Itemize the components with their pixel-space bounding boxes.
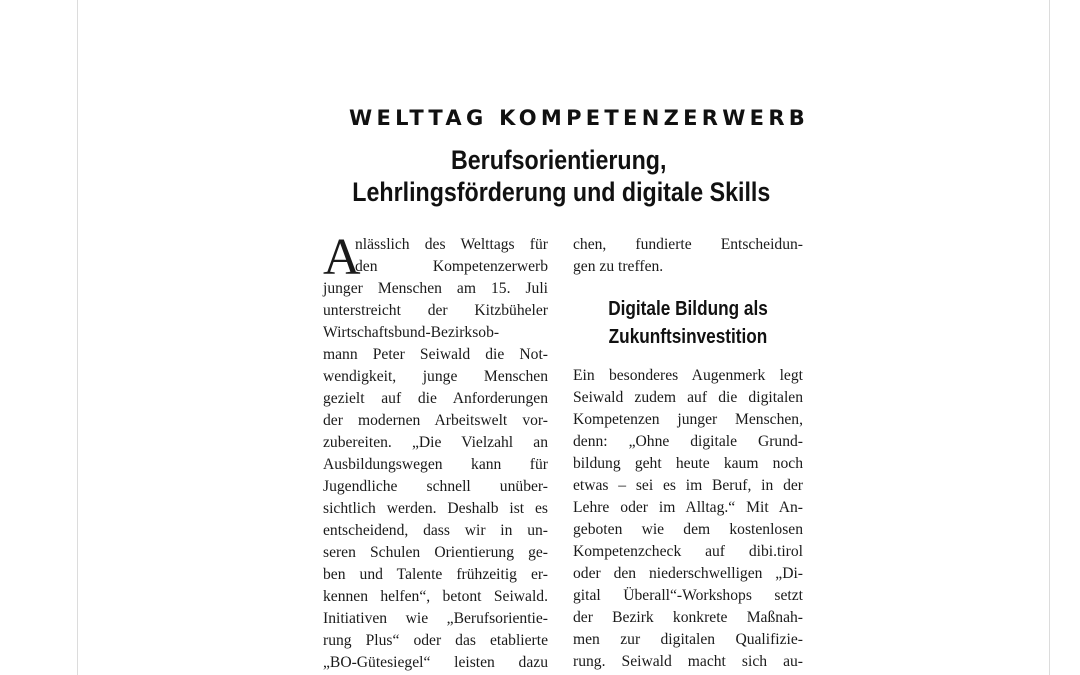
body-line: „BO-Gütesiegel“ leisten dazu [323,654,548,671]
body-line: mann Peter Seiwald die Not- [323,346,548,363]
body-line: Seiwald zudem auf die digitalen [573,389,803,406]
body-line: Wirtschaftsbund-Bezirksob- [323,324,500,341]
body-line: chen, fundierte Entscheidun- [573,236,803,253]
body-line: seren Schulen Orientierung ge- [323,544,548,561]
body-line: den Kompetenzerwerb [355,258,548,275]
body-line: bildung geht heute kaum noch [573,455,803,472]
subheading-line-1: Digitale Bildung als [608,298,768,320]
article-headline [352,144,771,208]
body-line: ben und Talente frühzeitig er- [323,566,548,583]
body-line: Jugendliche schnell unüber- [323,478,548,495]
body-line: denn: „Ohne digitale Grund- [573,433,803,450]
body-line: der Bezirk konkrete Maßnah- [573,609,803,626]
body-line: gezielt auf die Anforderungen [323,390,548,407]
article-column-1 [323,229,548,674]
body-line: oder den niederschwelligen „Di- [573,565,803,582]
body-line: rung. Seiwald macht sich au- [573,653,803,670]
section-subheading [573,295,803,351]
body-line: Ein besonderes Augenmerk legt [573,367,803,384]
body-line: nlässlich des Welttags für [355,236,548,253]
headline-line-1: Berufsorientierung, [450,145,667,175]
body-line: Kompetenzen junger Menschen, [573,411,803,428]
article-column-2 [573,234,803,673]
body-line: wendigkeit, junge Menschen [323,368,548,385]
headline-line-2: Lehrlingsförderung und digitale Skills [352,177,771,207]
body-line: etwas – sei es im Beruf, in der [573,477,803,494]
body-line: Ausbildungswegen kann für [323,456,548,473]
body-line: der modernen Arbeitswelt vor- [323,412,548,429]
body-line: Kompetenzcheck auf dibi.tirol [573,543,803,560]
section-kicker: WELTTAG KOMPETENZERWERB [349,106,810,130]
body-line: junger Menschen am 15. Juli [323,280,548,297]
body-line: Initiativen wie „Berufsorientie- [323,610,548,627]
body-line: kennen helfen“, betont Seiwald. [323,588,548,605]
body-line: geboten wie dem kostenlosen [573,521,803,538]
newspaper-page [77,0,1050,675]
body-line: rung Plus“ oder das etablierte [323,632,548,649]
body-line: entscheidend, dass wir in un- [323,522,548,539]
body-line: Lehre oder im Alltag.“ Mit An- [573,499,803,516]
body-line: unterstreicht der Kitzbüheler [323,302,548,319]
body-line: gital Überall“-Workshops setzt [573,587,803,604]
body-line: zubereiten. „Die Vielzahl an [323,434,548,451]
subheading-line-2: Zukunftsinvestition [608,326,768,348]
body-line: gen zu treffen. [573,258,664,275]
body-line: men zur digitalen Qualifizie- [573,631,803,648]
body-line: sichtlich werden. Deshalb ist es [323,500,548,517]
drop-cap: A [323,229,361,286]
